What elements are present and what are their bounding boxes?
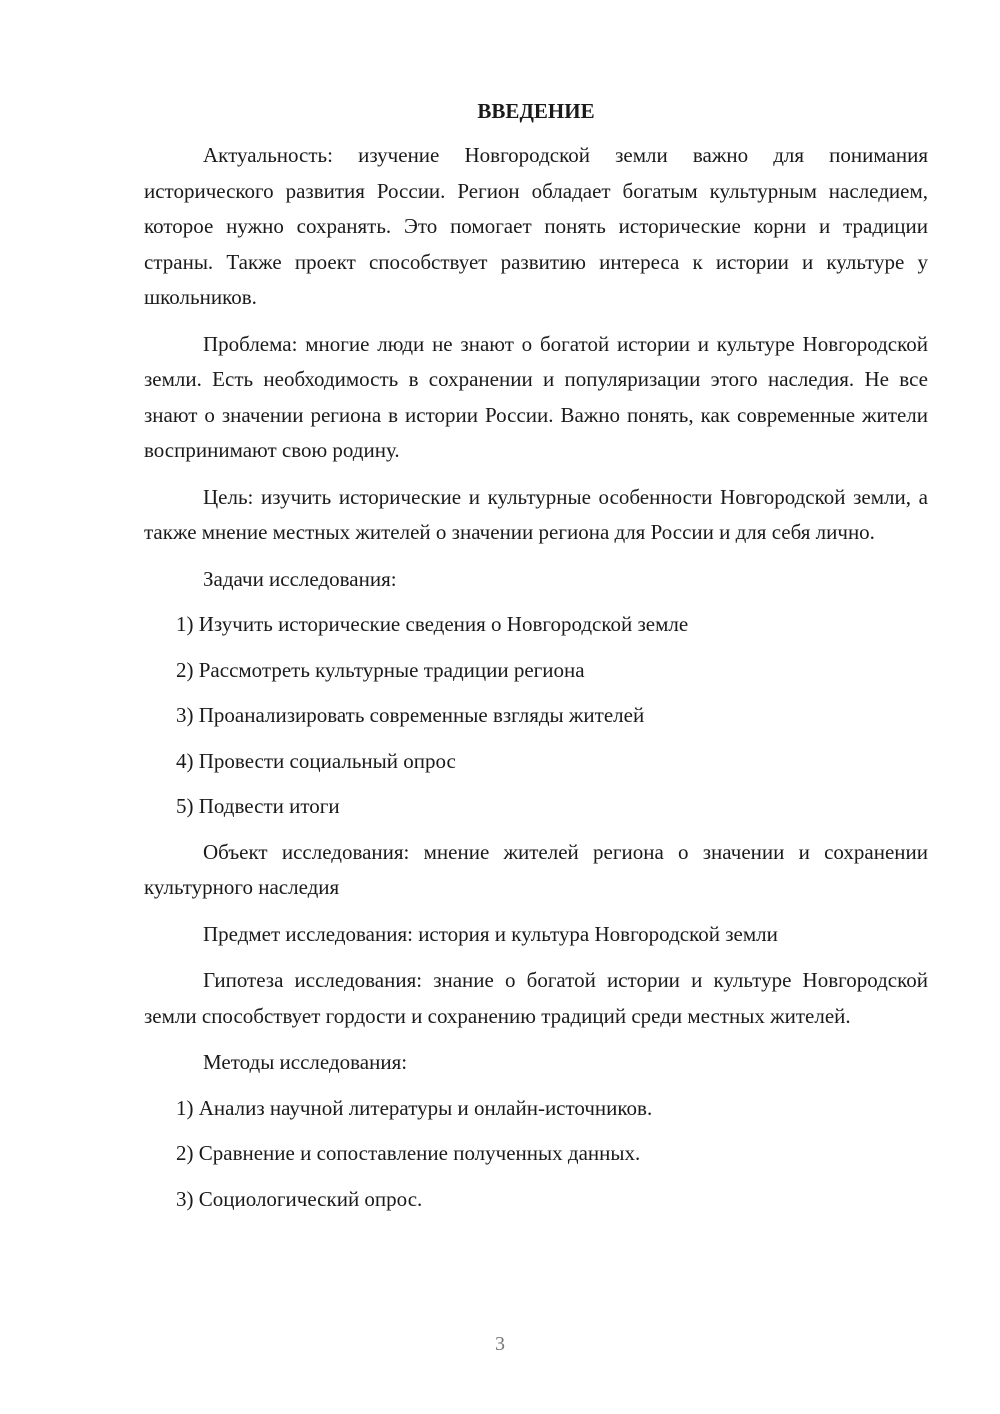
methods-list xyxy=(144,1091,928,1218)
methods-heading: Методы исследования: xyxy=(203,1050,408,1074)
list-item: 3) Социологический опрос. xyxy=(176,1186,423,1211)
section-title: ВВЕДЕНИЕ xyxy=(477,99,595,123)
problem-paragraph: Проблема: многие люди не знают о богатой истории и культуре Новгородской земли. Есть необходимость в сохранении и популяризации этого наследия. Не все знают о значении региона в истории России. Важно понять, как современные жители воспринимают свою родину. xyxy=(144,331,928,462)
hypothesis-paragraph: Гипотеза исследования: знание о богатой истории и культуре Новгородской земли способствует гордости и сохранению традиций среди местных жителей. xyxy=(144,968,928,1028)
list-item: 2) Рассмотреть культурные традиции региона xyxy=(176,657,585,682)
page-number: 3 xyxy=(495,1333,505,1355)
list-item: 1) Изучить исторические сведения о Новгородской земле xyxy=(176,612,689,636)
tasks-heading: Задачи исследования: xyxy=(203,566,397,591)
list-item: 3) Проанализировать современные взгляды жителей xyxy=(176,703,645,727)
subject-paragraph: Предмет исследования: история и культура Новгородской земли xyxy=(203,921,778,946)
relevance-paragraph: Актуальность: изучение Новгородской земли важно для понимания исторического развития России. Регион обладает богатым культурным наследием, которое нужно сохранять. Это помогает понять исторические корни и традиции страны. Также проект способствует развитию интереса к истории и культуре у школьников. xyxy=(144,143,928,309)
list-item: 5) Подвести итоги xyxy=(176,794,340,818)
list-item: 4) Провести социальный опрос xyxy=(176,748,456,773)
tasks-list xyxy=(144,607,928,825)
object-paragraph: Объект исследования: мнение жителей региона о значении и сохранении культурного наследия xyxy=(144,839,928,899)
document-page xyxy=(144,96,928,1227)
goal-paragraph: Цель: изучить исторические и культурные особенности Новгородской земли, а также мнение местных жителей о значении региона для России и для себя лично. xyxy=(144,484,928,544)
list-item: 2) Сравнение и сопоставление полученных данных. xyxy=(176,1141,641,1165)
list-item: 1) Анализ научной литературы и онлайн-источников. xyxy=(176,1095,653,1120)
